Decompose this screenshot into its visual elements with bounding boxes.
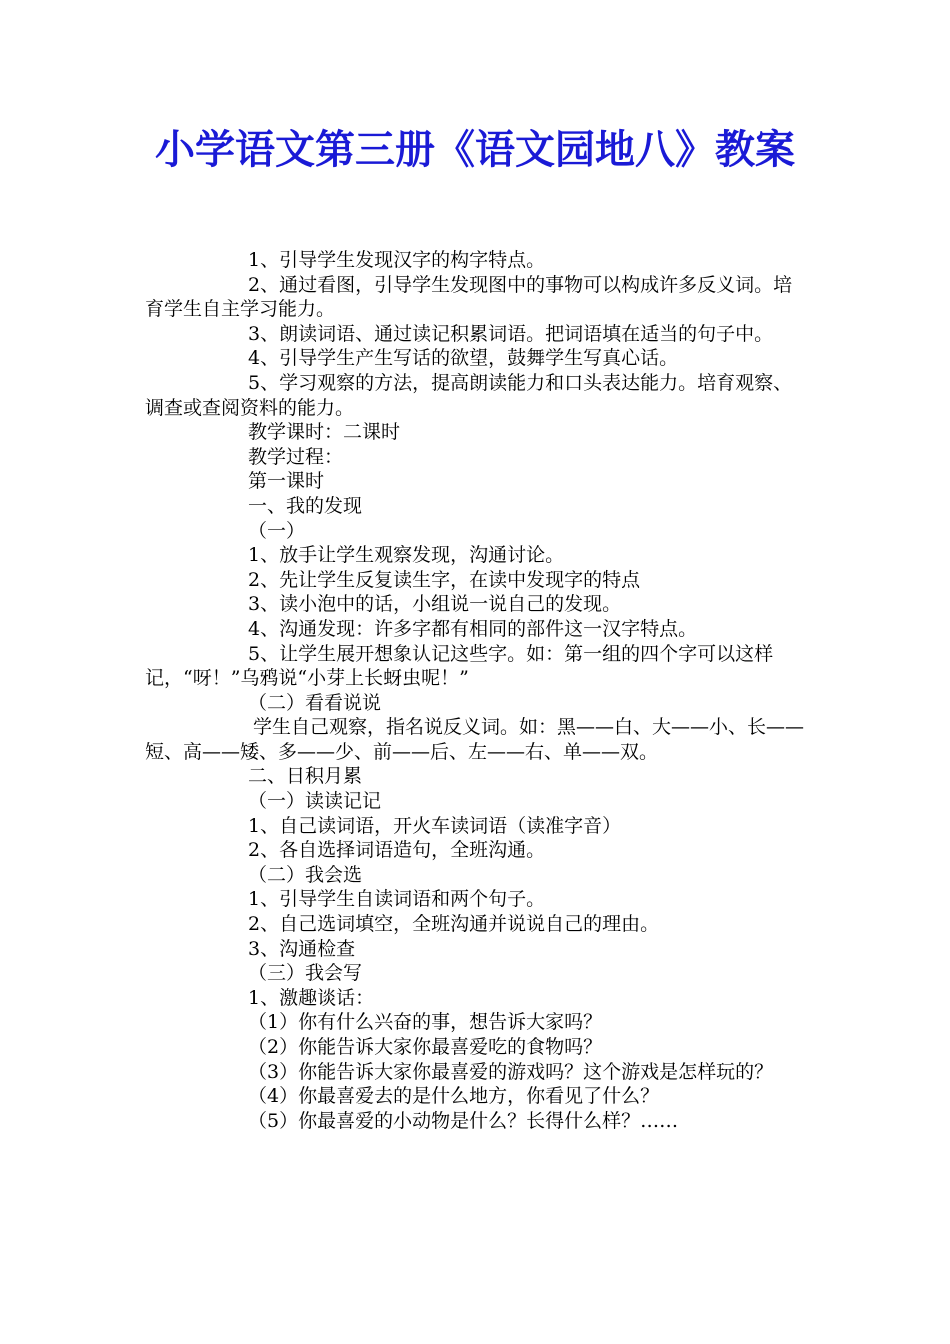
- paragraph: 1、激趣谈话：: [248, 986, 375, 1009]
- paragraph: 1、引导学生自读词语和两个句子。: [248, 888, 546, 911]
- paragraph: 第一课时: [248, 470, 325, 493]
- paragraph: 5、让学生展开想象认记这些字。如：第一组的四个字可以这样记，“呀！”乌鸦说“小芽上长蚜虫呢！”: [145, 642, 774, 690]
- paragraph: （一）读读记记: [248, 790, 382, 813]
- paragraph: 2、先让学生反复读生字，在读中发现字的特点: [248, 568, 641, 591]
- paragraph: 3、沟通检查: [248, 937, 356, 960]
- paragraph: 2、自己选词填空，全班沟通并说说自己的理由。: [248, 913, 660, 936]
- paragraph: 3、读小泡中的话，小组说一说自己的发现。: [248, 593, 622, 616]
- document-body: [145, 248, 807, 1133]
- paragraph: 教学课时：二课时: [248, 421, 401, 444]
- paragraph: 3、朗读词语、通过读记积累词语。把词语填在适当的句子中。: [248, 322, 774, 345]
- paragraph: 5、学习观察的方法，提高朗读能力和口头表达能力。培育观察、调查或查阅资料的能力。: [145, 371, 793, 419]
- paragraph: 1、引导学生发现汉字的构字特点。: [248, 249, 546, 271]
- paragraph: 一、我的发现: [248, 494, 363, 517]
- paragraph: 二、日积月累: [248, 765, 363, 788]
- paragraph: （一）: [248, 519, 306, 542]
- paragraph: 2、通过看图，引导学生发现图中的事物可以构成许多反义词。培育学生自主学习能力。: [145, 273, 793, 321]
- paragraph: 学生自己观察，指名说反义词。如：黑——白、大——小、长——短、高——矮、多——少、前——后、左——右、单——双。: [145, 716, 805, 763]
- paragraph: （5）你最喜爱的小动物是什么？长得什么样？……: [248, 1109, 679, 1132]
- paragraph: 教学过程：: [248, 445, 344, 468]
- paragraph: 4、引导学生产生写话的欲望，鼓舞学生写真心话。: [248, 347, 679, 370]
- paragraph: 2、各自选择词语造句，全班沟通。: [248, 839, 546, 862]
- paragraph: 4、沟通发现：许多字都有相同的部件这一汉字特点。: [248, 617, 698, 640]
- paragraph: （2）你能告诉大家你最喜爱吃的食物吗？: [248, 1036, 603, 1058]
- paragraph: （3）你能告诉大家你最喜爱的游戏吗？这个游戏是怎样玩的？: [248, 1060, 774, 1083]
- paragraph: 1、自己读词语，开火车读词语（读准字音）: [248, 814, 622, 837]
- paragraph: （二）我会选: [248, 863, 363, 886]
- paragraph: （4）你最喜爱去的是什么地方，你看见了什么？: [248, 1085, 660, 1108]
- paragraph: （二）看看说说: [248, 691, 382, 714]
- paragraph: （三）我会写: [248, 962, 363, 985]
- paragraph: （1）你有什么兴奋的事，想告诉大家吗？: [248, 1011, 603, 1034]
- document-title: 小学语文第三册《语文园地八》教案: [155, 126, 795, 173]
- paragraph: 1、放手让学生观察发现，沟通讨论。: [248, 544, 565, 567]
